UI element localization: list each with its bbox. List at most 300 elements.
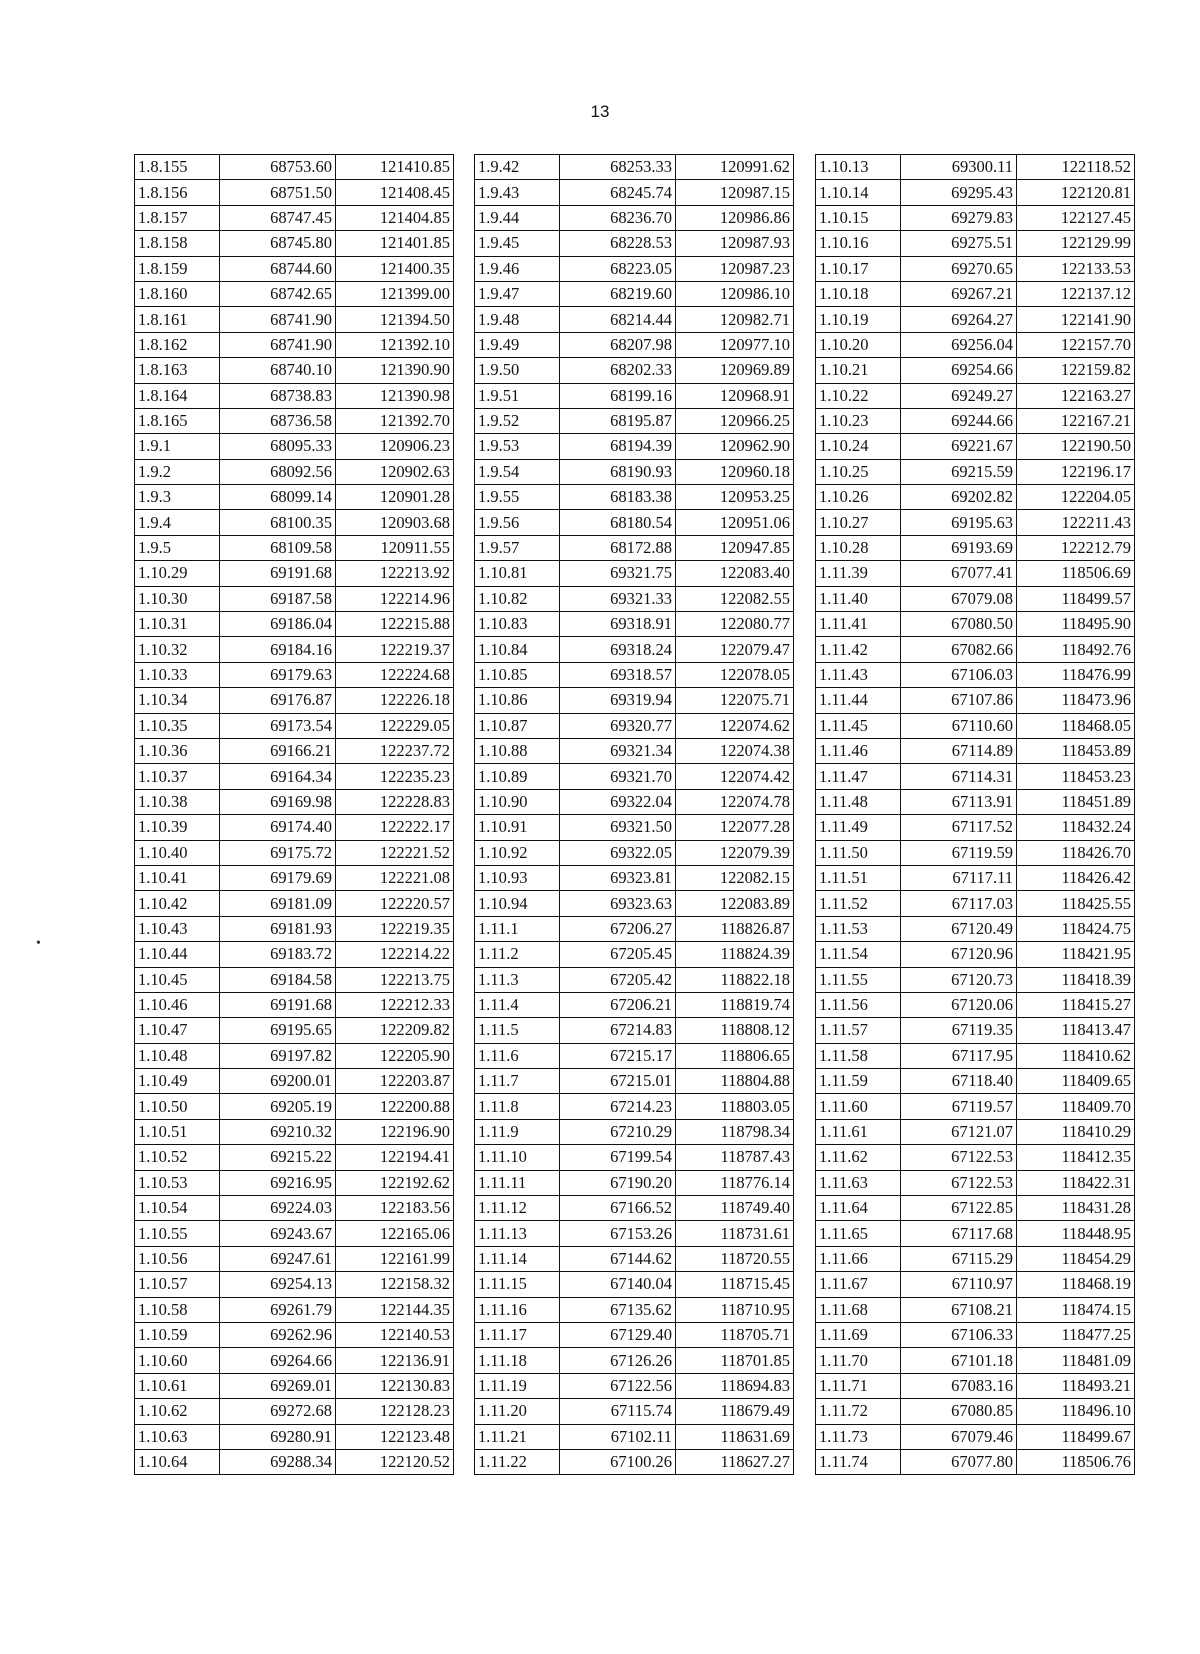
point-id-cell: 1.10.59 bbox=[135, 1322, 220, 1347]
table-row bbox=[816, 1069, 1135, 1094]
table-row bbox=[475, 1399, 794, 1424]
point-id-cell: 1.10.46 bbox=[135, 992, 220, 1017]
x-coordinate-cell: 69176.87 bbox=[220, 688, 336, 713]
x-coordinate-cell: 67117.11 bbox=[901, 865, 1017, 890]
y-coordinate-cell: 122237.72 bbox=[336, 738, 454, 763]
y-coordinate-cell: 118454.29 bbox=[1017, 1246, 1135, 1271]
y-coordinate-cell: 122080.77 bbox=[676, 612, 794, 637]
point-id-cell: 1.8.161 bbox=[135, 307, 220, 332]
y-coordinate-cell: 121408.45 bbox=[336, 180, 454, 205]
table-row bbox=[135, 1018, 454, 1043]
y-coordinate-cell: 118412.35 bbox=[1017, 1145, 1135, 1170]
x-coordinate-cell: 69262.96 bbox=[220, 1322, 336, 1347]
point-id-cell: 1.9.51 bbox=[475, 383, 560, 408]
point-id-cell: 1.11.39 bbox=[816, 561, 901, 586]
x-coordinate-cell: 67077.80 bbox=[901, 1449, 1017, 1474]
y-coordinate-cell: 118451.89 bbox=[1017, 789, 1135, 814]
x-coordinate-cell: 67106.03 bbox=[901, 662, 1017, 687]
point-id-cell: 1.10.50 bbox=[135, 1094, 220, 1119]
table-row bbox=[135, 1221, 454, 1246]
x-coordinate-cell: 68253.33 bbox=[560, 155, 676, 180]
table-row bbox=[475, 840, 794, 865]
x-coordinate-cell: 69254.13 bbox=[220, 1272, 336, 1297]
y-coordinate-cell: 122221.52 bbox=[336, 840, 454, 865]
table-row bbox=[475, 1196, 794, 1221]
x-coordinate-cell: 69280.91 bbox=[220, 1424, 336, 1449]
table-row bbox=[816, 510, 1135, 535]
point-id-cell: 1.11.50 bbox=[816, 840, 901, 865]
x-coordinate-cell: 69179.63 bbox=[220, 662, 336, 687]
y-coordinate-cell: 118431.28 bbox=[1017, 1196, 1135, 1221]
x-coordinate-cell: 67080.50 bbox=[901, 612, 1017, 637]
table-row bbox=[135, 891, 454, 916]
table-row bbox=[475, 891, 794, 916]
x-coordinate-cell: 69195.63 bbox=[901, 510, 1017, 535]
y-coordinate-cell: 122123.48 bbox=[336, 1424, 454, 1449]
point-id-cell: 1.10.90 bbox=[475, 789, 560, 814]
x-coordinate-cell: 69200.01 bbox=[220, 1069, 336, 1094]
table-row bbox=[816, 1348, 1135, 1373]
y-coordinate-cell: 118426.42 bbox=[1017, 865, 1135, 890]
point-id-cell: 1.10.51 bbox=[135, 1119, 220, 1144]
x-coordinate-cell: 67205.45 bbox=[560, 942, 676, 967]
x-coordinate-cell: 67119.57 bbox=[901, 1094, 1017, 1119]
point-id-cell: 1.11.12 bbox=[475, 1196, 560, 1221]
point-id-cell: 1.11.73 bbox=[816, 1424, 901, 1449]
x-coordinate-cell: 68199.16 bbox=[560, 383, 676, 408]
table-row bbox=[816, 764, 1135, 789]
y-coordinate-cell: 120953.25 bbox=[676, 485, 794, 510]
point-id-cell: 1.10.33 bbox=[135, 662, 220, 687]
x-coordinate-cell: 69288.34 bbox=[220, 1449, 336, 1474]
x-coordinate-cell: 68744.60 bbox=[220, 256, 336, 281]
x-coordinate-cell: 69320.77 bbox=[560, 713, 676, 738]
table-row bbox=[475, 1043, 794, 1068]
point-id-cell: 1.11.56 bbox=[816, 992, 901, 1017]
table-row bbox=[135, 358, 454, 383]
table-row bbox=[135, 332, 454, 357]
x-coordinate-cell: 69321.75 bbox=[560, 561, 676, 586]
y-coordinate-cell: 122078.05 bbox=[676, 662, 794, 687]
point-id-cell: 1.9.1 bbox=[135, 434, 220, 459]
y-coordinate-cell: 121394.50 bbox=[336, 307, 454, 332]
x-coordinate-cell: 68738.83 bbox=[220, 383, 336, 408]
y-coordinate-cell: 118776.14 bbox=[676, 1170, 794, 1195]
x-coordinate-cell: 69181.93 bbox=[220, 916, 336, 941]
table-row bbox=[475, 1373, 794, 1398]
table-row bbox=[475, 586, 794, 611]
point-id-cell: 1.11.1 bbox=[475, 916, 560, 941]
point-id-cell: 1.11.20 bbox=[475, 1399, 560, 1424]
x-coordinate-cell: 67101.18 bbox=[901, 1348, 1017, 1373]
table-row bbox=[816, 155, 1135, 180]
table-row bbox=[475, 1018, 794, 1043]
y-coordinate-cell: 122213.75 bbox=[336, 967, 454, 992]
point-id-cell: 1.11.57 bbox=[816, 1018, 901, 1043]
x-coordinate-cell: 69174.40 bbox=[220, 815, 336, 840]
x-coordinate-cell: 67100.26 bbox=[560, 1449, 676, 1474]
y-coordinate-cell: 118468.05 bbox=[1017, 713, 1135, 738]
table-row bbox=[475, 535, 794, 560]
table-row bbox=[816, 1170, 1135, 1195]
point-id-cell: 1.10.32 bbox=[135, 637, 220, 662]
x-coordinate-cell: 68245.74 bbox=[560, 180, 676, 205]
y-coordinate-cell: 122137.12 bbox=[1017, 281, 1135, 306]
x-coordinate-cell: 68228.53 bbox=[560, 231, 676, 256]
x-coordinate-cell: 67153.26 bbox=[560, 1221, 676, 1246]
x-coordinate-cell: 68741.90 bbox=[220, 332, 336, 357]
table-row bbox=[475, 155, 794, 180]
y-coordinate-cell: 122079.39 bbox=[676, 840, 794, 865]
y-coordinate-cell: 122222.17 bbox=[336, 815, 454, 840]
x-coordinate-cell: 68741.90 bbox=[220, 307, 336, 332]
y-coordinate-cell: 118808.12 bbox=[676, 1018, 794, 1043]
y-coordinate-cell: 118409.70 bbox=[1017, 1094, 1135, 1119]
point-id-cell: 1.10.18 bbox=[816, 281, 901, 306]
x-coordinate-cell: 67118.40 bbox=[901, 1069, 1017, 1094]
point-id-cell: 1.10.16 bbox=[816, 231, 901, 256]
point-id-cell: 1.10.49 bbox=[135, 1069, 220, 1094]
table-row bbox=[816, 916, 1135, 941]
table-row bbox=[475, 637, 794, 662]
y-coordinate-cell: 120991.62 bbox=[676, 155, 794, 180]
y-coordinate-cell: 122120.81 bbox=[1017, 180, 1135, 205]
x-coordinate-cell: 69270.65 bbox=[901, 256, 1017, 281]
point-id-cell: 1.11.60 bbox=[816, 1094, 901, 1119]
point-id-cell: 1.10.19 bbox=[816, 307, 901, 332]
point-id-cell: 1.10.35 bbox=[135, 713, 220, 738]
table-row bbox=[135, 713, 454, 738]
x-coordinate-cell: 69323.63 bbox=[560, 891, 676, 916]
point-id-cell: 1.9.44 bbox=[475, 205, 560, 230]
table-row bbox=[135, 865, 454, 890]
point-id-cell: 1.10.20 bbox=[816, 332, 901, 357]
x-coordinate-cell: 68751.50 bbox=[220, 180, 336, 205]
x-coordinate-cell: 68742.65 bbox=[220, 281, 336, 306]
x-coordinate-cell: 67206.21 bbox=[560, 992, 676, 1017]
point-id-cell: 1.10.45 bbox=[135, 967, 220, 992]
point-id-cell: 1.11.41 bbox=[816, 612, 901, 637]
table-row bbox=[816, 485, 1135, 510]
table-row bbox=[475, 1094, 794, 1119]
table-row bbox=[816, 535, 1135, 560]
point-id-cell: 1.9.46 bbox=[475, 256, 560, 281]
x-coordinate-cell: 69195.65 bbox=[220, 1018, 336, 1043]
table-row bbox=[816, 1373, 1135, 1398]
y-coordinate-cell: 122165.06 bbox=[336, 1221, 454, 1246]
y-coordinate-cell: 122140.53 bbox=[336, 1322, 454, 1347]
table-row bbox=[135, 1094, 454, 1119]
y-coordinate-cell: 122224.68 bbox=[336, 662, 454, 687]
point-id-cell: 1.11.21 bbox=[475, 1424, 560, 1449]
table-row bbox=[135, 662, 454, 687]
y-coordinate-cell: 118410.29 bbox=[1017, 1119, 1135, 1144]
x-coordinate-cell: 67126.26 bbox=[560, 1348, 676, 1373]
point-id-cell: 1.10.36 bbox=[135, 738, 220, 763]
table-row bbox=[135, 155, 454, 180]
y-coordinate-cell: 118425.55 bbox=[1017, 891, 1135, 916]
table-row bbox=[475, 281, 794, 306]
table-row bbox=[135, 1069, 454, 1094]
point-id-cell: 1.11.66 bbox=[816, 1246, 901, 1271]
point-id-cell: 1.10.55 bbox=[135, 1221, 220, 1246]
table-row bbox=[135, 1170, 454, 1195]
table-row bbox=[135, 459, 454, 484]
y-coordinate-cell: 122211.43 bbox=[1017, 510, 1135, 535]
point-id-cell: 1.11.64 bbox=[816, 1196, 901, 1221]
y-coordinate-cell: 120966.25 bbox=[676, 408, 794, 433]
point-id-cell: 1.10.28 bbox=[816, 535, 901, 560]
x-coordinate-cell: 67107.86 bbox=[901, 688, 1017, 713]
y-coordinate-cell: 118413.47 bbox=[1017, 1018, 1135, 1043]
table-row bbox=[475, 1272, 794, 1297]
table-row bbox=[816, 612, 1135, 637]
x-coordinate-cell: 67120.49 bbox=[901, 916, 1017, 941]
x-coordinate-cell: 67166.52 bbox=[560, 1196, 676, 1221]
y-coordinate-cell: 122200.88 bbox=[336, 1094, 454, 1119]
point-id-cell: 1.10.21 bbox=[816, 358, 901, 383]
point-id-cell: 1.10.64 bbox=[135, 1449, 220, 1474]
y-coordinate-cell: 122212.79 bbox=[1017, 535, 1135, 560]
y-coordinate-cell: 118731.61 bbox=[676, 1221, 794, 1246]
y-coordinate-cell: 118492.76 bbox=[1017, 637, 1135, 662]
y-coordinate-cell: 122192.62 bbox=[336, 1170, 454, 1195]
x-coordinate-cell: 69215.22 bbox=[220, 1145, 336, 1170]
point-id-cell: 1.10.34 bbox=[135, 688, 220, 713]
x-coordinate-cell: 68195.87 bbox=[560, 408, 676, 433]
x-coordinate-cell: 67120.73 bbox=[901, 967, 1017, 992]
point-id-cell: 1.9.53 bbox=[475, 434, 560, 459]
table-row bbox=[816, 1297, 1135, 1322]
point-id-cell: 1.11.43 bbox=[816, 662, 901, 687]
y-coordinate-cell: 122221.08 bbox=[336, 865, 454, 890]
x-coordinate-cell: 67106.33 bbox=[901, 1322, 1017, 1347]
y-coordinate-cell: 122194.41 bbox=[336, 1145, 454, 1170]
x-coordinate-cell: 69300.11 bbox=[901, 155, 1017, 180]
table-row bbox=[816, 1449, 1135, 1474]
point-id-cell: 1.11.52 bbox=[816, 891, 901, 916]
y-coordinate-cell: 120903.68 bbox=[336, 510, 454, 535]
y-coordinate-cell: 120968.91 bbox=[676, 383, 794, 408]
point-id-cell: 1.10.85 bbox=[475, 662, 560, 687]
point-id-cell: 1.11.48 bbox=[816, 789, 901, 814]
x-coordinate-cell: 67077.41 bbox=[901, 561, 1017, 586]
y-coordinate-cell: 121401.85 bbox=[336, 231, 454, 256]
table-row bbox=[475, 1297, 794, 1322]
point-id-cell: 1.9.2 bbox=[135, 459, 220, 484]
x-coordinate-cell: 68747.45 bbox=[220, 205, 336, 230]
point-id-cell: 1.8.157 bbox=[135, 205, 220, 230]
x-coordinate-cell: 67214.23 bbox=[560, 1094, 676, 1119]
table-row bbox=[135, 231, 454, 256]
x-coordinate-cell: 67190.20 bbox=[560, 1170, 676, 1195]
point-id-cell: 1.11.3 bbox=[475, 967, 560, 992]
table-row bbox=[475, 942, 794, 967]
point-id-cell: 1.10.39 bbox=[135, 815, 220, 840]
point-id-cell: 1.9.43 bbox=[475, 180, 560, 205]
table-row bbox=[135, 586, 454, 611]
y-coordinate-cell: 122183.56 bbox=[336, 1196, 454, 1221]
x-coordinate-cell: 69191.68 bbox=[220, 561, 336, 586]
y-coordinate-cell: 122214.96 bbox=[336, 586, 454, 611]
table-row bbox=[475, 992, 794, 1017]
table-row bbox=[475, 1221, 794, 1246]
y-coordinate-cell: 118679.49 bbox=[676, 1399, 794, 1424]
point-id-cell: 1.11.16 bbox=[475, 1297, 560, 1322]
point-id-cell: 1.11.11 bbox=[475, 1170, 560, 1195]
x-coordinate-cell: 67082.66 bbox=[901, 637, 1017, 662]
x-coordinate-cell: 69319.94 bbox=[560, 688, 676, 713]
x-coordinate-cell: 67080.85 bbox=[901, 1399, 1017, 1424]
table-row bbox=[475, 434, 794, 459]
table-row bbox=[816, 662, 1135, 687]
y-coordinate-cell: 118453.89 bbox=[1017, 738, 1135, 763]
y-coordinate-cell: 122129.99 bbox=[1017, 231, 1135, 256]
y-coordinate-cell: 118824.39 bbox=[676, 942, 794, 967]
x-coordinate-cell: 67108.21 bbox=[901, 1297, 1017, 1322]
y-coordinate-cell: 122205.90 bbox=[336, 1043, 454, 1068]
x-coordinate-cell: 69184.58 bbox=[220, 967, 336, 992]
table-row bbox=[135, 637, 454, 662]
point-id-cell: 1.8.165 bbox=[135, 408, 220, 433]
y-coordinate-cell: 122133.53 bbox=[1017, 256, 1135, 281]
table-row bbox=[816, 1018, 1135, 1043]
y-coordinate-cell: 122136.91 bbox=[336, 1348, 454, 1373]
point-id-cell: 1.10.17 bbox=[816, 256, 901, 281]
y-coordinate-cell: 118496.10 bbox=[1017, 1399, 1135, 1424]
x-coordinate-cell: 67110.97 bbox=[901, 1272, 1017, 1297]
y-coordinate-cell: 120987.15 bbox=[676, 180, 794, 205]
point-id-cell: 1.10.88 bbox=[475, 738, 560, 763]
point-id-cell: 1.8.155 bbox=[135, 155, 220, 180]
x-coordinate-cell: 68180.54 bbox=[560, 510, 676, 535]
point-id-cell: 1.11.55 bbox=[816, 967, 901, 992]
point-id-cell: 1.10.38 bbox=[135, 789, 220, 814]
y-coordinate-cell: 118506.69 bbox=[1017, 561, 1135, 586]
x-coordinate-cell: 67120.06 bbox=[901, 992, 1017, 1017]
point-id-cell: 1.10.41 bbox=[135, 865, 220, 890]
table-row bbox=[135, 916, 454, 941]
y-coordinate-cell: 118803.05 bbox=[676, 1094, 794, 1119]
y-coordinate-cell: 122226.18 bbox=[336, 688, 454, 713]
point-id-cell: 1.8.159 bbox=[135, 256, 220, 281]
table-row bbox=[475, 688, 794, 713]
point-id-cell: 1.11.17 bbox=[475, 1322, 560, 1347]
point-id-cell: 1.10.84 bbox=[475, 637, 560, 662]
table-row bbox=[816, 967, 1135, 992]
table-row bbox=[475, 612, 794, 637]
table-row bbox=[135, 1246, 454, 1271]
table-row bbox=[135, 738, 454, 763]
point-id-cell: 1.11.54 bbox=[816, 942, 901, 967]
point-id-cell: 1.9.45 bbox=[475, 231, 560, 256]
table-row bbox=[816, 738, 1135, 763]
y-coordinate-cell: 121404.85 bbox=[336, 205, 454, 230]
x-coordinate-cell: 67119.59 bbox=[901, 840, 1017, 865]
x-coordinate-cell: 69216.95 bbox=[220, 1170, 336, 1195]
point-id-cell: 1.8.158 bbox=[135, 231, 220, 256]
point-id-cell: 1.10.22 bbox=[816, 383, 901, 408]
table-row bbox=[475, 1449, 794, 1474]
table-row bbox=[475, 764, 794, 789]
y-coordinate-cell: 118495.90 bbox=[1017, 612, 1135, 637]
table-row bbox=[816, 332, 1135, 357]
point-id-cell: 1.11.72 bbox=[816, 1399, 901, 1424]
table-row bbox=[816, 1424, 1135, 1449]
y-coordinate-cell: 122213.92 bbox=[336, 561, 454, 586]
point-id-cell: 1.9.42 bbox=[475, 155, 560, 180]
y-coordinate-cell: 120902.63 bbox=[336, 459, 454, 484]
x-coordinate-cell: 68099.14 bbox=[220, 485, 336, 510]
x-coordinate-cell: 69321.50 bbox=[560, 815, 676, 840]
x-coordinate-cell: 67117.68 bbox=[901, 1221, 1017, 1246]
table-row bbox=[816, 1119, 1135, 1144]
table-row bbox=[135, 383, 454, 408]
x-coordinate-cell: 69256.04 bbox=[901, 332, 1017, 357]
y-coordinate-cell: 118474.15 bbox=[1017, 1297, 1135, 1322]
point-id-cell: 1.10.62 bbox=[135, 1399, 220, 1424]
table-row bbox=[135, 1322, 454, 1347]
x-coordinate-cell: 69321.70 bbox=[560, 764, 676, 789]
y-coordinate-cell: 118720.55 bbox=[676, 1246, 794, 1271]
table-row bbox=[816, 1246, 1135, 1271]
table-row bbox=[475, 1145, 794, 1170]
table-row bbox=[135, 992, 454, 1017]
y-coordinate-cell: 118701.85 bbox=[676, 1348, 794, 1373]
y-coordinate-cell: 122215.88 bbox=[336, 612, 454, 637]
y-coordinate-cell: 122074.78 bbox=[676, 789, 794, 814]
x-coordinate-cell: 67110.60 bbox=[901, 713, 1017, 738]
x-coordinate-cell: 69264.27 bbox=[901, 307, 1017, 332]
x-coordinate-cell: 67144.62 bbox=[560, 1246, 676, 1271]
point-id-cell: 1.10.43 bbox=[135, 916, 220, 941]
point-id-cell: 1.9.3 bbox=[135, 485, 220, 510]
x-coordinate-cell: 67114.89 bbox=[901, 738, 1017, 763]
table-row bbox=[816, 205, 1135, 230]
y-coordinate-cell: 121400.35 bbox=[336, 256, 454, 281]
x-coordinate-cell: 69249.27 bbox=[901, 383, 1017, 408]
table-row bbox=[475, 332, 794, 357]
y-coordinate-cell: 122229.05 bbox=[336, 713, 454, 738]
y-coordinate-cell: 118468.19 bbox=[1017, 1272, 1135, 1297]
y-coordinate-cell: 122161.99 bbox=[336, 1246, 454, 1271]
point-id-cell: 1.10.37 bbox=[135, 764, 220, 789]
x-coordinate-cell: 68223.05 bbox=[560, 256, 676, 281]
point-id-cell: 1.11.47 bbox=[816, 764, 901, 789]
point-id-cell: 1.10.83 bbox=[475, 612, 560, 637]
x-coordinate-cell: 68095.33 bbox=[220, 434, 336, 459]
point-id-cell: 1.10.63 bbox=[135, 1424, 220, 1449]
x-coordinate-cell: 67122.85 bbox=[901, 1196, 1017, 1221]
y-coordinate-cell: 118631.69 bbox=[676, 1424, 794, 1449]
x-coordinate-cell: 68172.88 bbox=[560, 535, 676, 560]
y-coordinate-cell: 118476.99 bbox=[1017, 662, 1135, 687]
table-row bbox=[475, 1348, 794, 1373]
x-coordinate-cell: 69164.34 bbox=[220, 764, 336, 789]
point-id-cell: 1.11.59 bbox=[816, 1069, 901, 1094]
y-coordinate-cell: 122130.83 bbox=[336, 1373, 454, 1398]
point-id-cell: 1.10.30 bbox=[135, 586, 220, 611]
x-coordinate-cell: 67122.53 bbox=[901, 1145, 1017, 1170]
table-row bbox=[135, 180, 454, 205]
x-coordinate-cell: 69215.59 bbox=[901, 459, 1017, 484]
x-coordinate-cell: 69318.91 bbox=[560, 612, 676, 637]
point-id-cell: 1.9.50 bbox=[475, 358, 560, 383]
table-row bbox=[135, 1043, 454, 1068]
table-row bbox=[816, 180, 1135, 205]
x-coordinate-cell: 67113.91 bbox=[901, 789, 1017, 814]
x-coordinate-cell: 68740.10 bbox=[220, 358, 336, 383]
